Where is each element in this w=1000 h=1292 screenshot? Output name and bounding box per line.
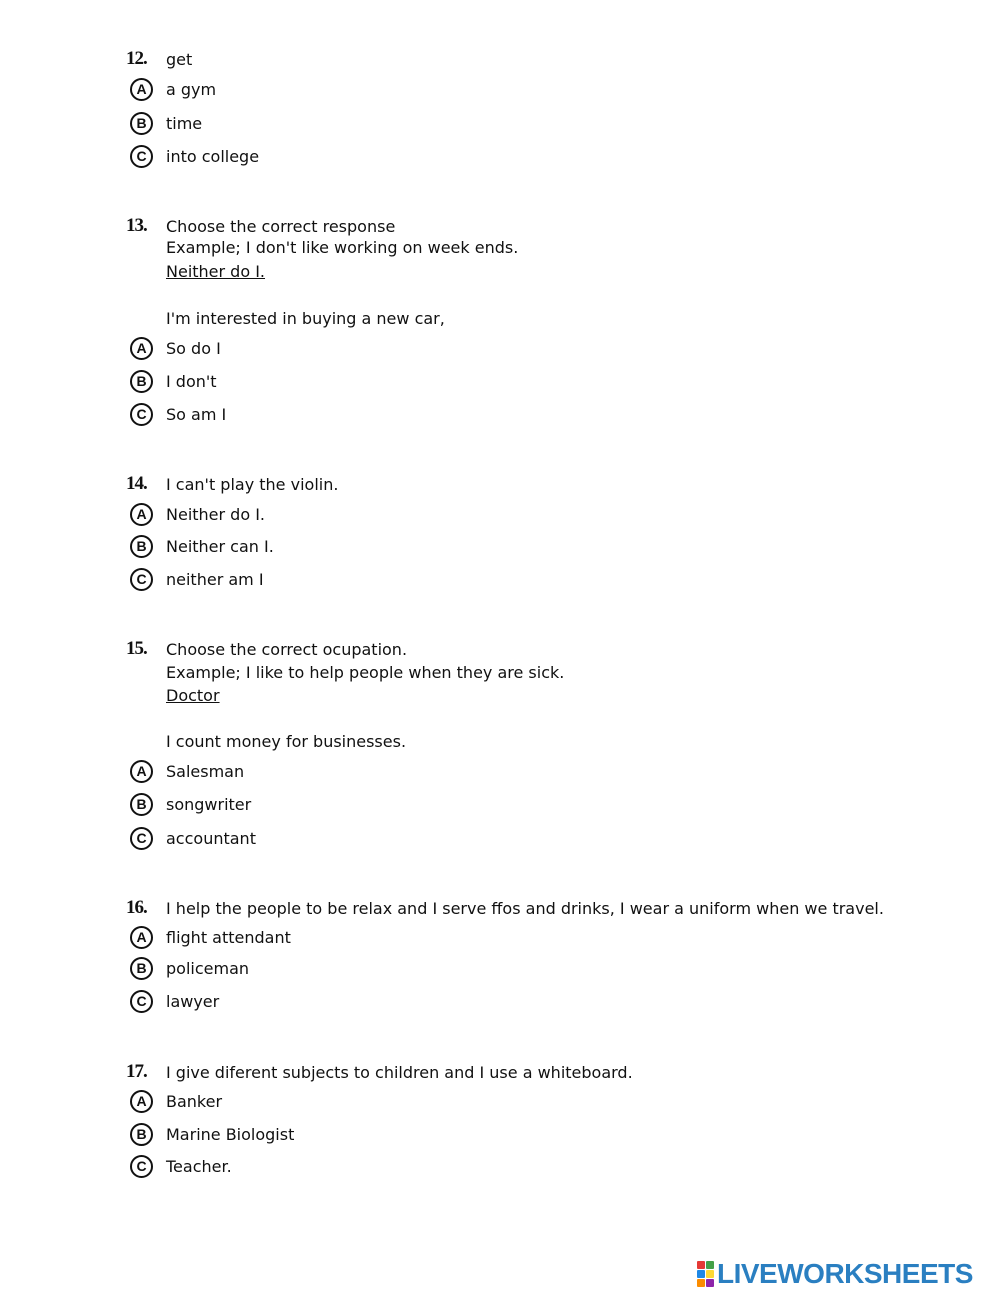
option-a[interactable] [130,76,216,102]
option-c[interactable] [130,143,259,169]
option-a[interactable] [130,335,221,361]
option-text: Banker [166,1091,223,1111]
option-text: Neither do I. [166,504,266,524]
option-c[interactable] [130,1153,232,1179]
option-letter: B [130,793,153,816]
option-text: a gym [166,79,217,99]
question-prompt: I can't play the violin. [166,475,339,494]
logo-block [706,1261,714,1269]
logo-block [697,1261,705,1269]
option-letter: C [130,827,153,850]
option-c[interactable] [130,988,219,1014]
question-prompt: Choose the correct ocupation. [166,640,408,659]
example-sentence: Example; I don't like working on week ends. [166,238,519,257]
option-b[interactable] [130,1121,294,1147]
option-b[interactable] [130,955,249,981]
option-text: Teacher. [166,1156,232,1176]
option-letter: A [130,760,153,783]
question-prompt: Choose the correct response [166,217,396,236]
question-statement: I'm interested in buying a new car, [166,309,445,328]
logo-block [706,1279,714,1287]
logo-blocks-icon [697,1261,714,1287]
option-text: into college [166,146,260,166]
option-b[interactable] [130,368,217,394]
option-letter: A [130,1090,153,1113]
example-answer: Doctor [166,686,220,705]
option-letter: C [130,403,153,426]
option-text: lawyer [166,991,220,1011]
option-letter: B [130,957,153,980]
question-number: 13. [126,215,147,236]
option-a[interactable] [130,924,291,950]
option-letter: B [130,112,153,135]
question-number: 17. [126,1061,147,1082]
question-number: 15. [126,638,147,659]
option-text: Neither can I. [166,536,274,556]
option-text: neither am I [166,569,264,589]
option-text: time [166,113,203,133]
option-text: Marine Biologist [166,1124,295,1144]
option-b[interactable] [130,791,251,817]
option-b[interactable] [130,533,274,559]
option-text: So do I [166,338,221,358]
logo-block [697,1279,705,1287]
option-letter: C [130,990,153,1013]
option-c[interactable] [130,566,264,592]
question-prompt: I help the people to be relax and I serve ffos and drinks, I wear a uniform when we travel. [166,899,884,918]
option-letter: A [130,337,153,360]
option-text: flight attendant [166,927,291,947]
question-number: 16. [126,897,147,918]
option-text: songwriter [166,794,252,814]
question-prompt: I give diferent subjects to children and I use a whiteboard. [166,1063,633,1082]
option-letter: A [130,78,153,101]
option-c[interactable] [130,401,226,427]
question-number: 14. [126,473,147,494]
option-c[interactable] [130,825,256,851]
option-letter: C [130,145,153,168]
question-statement: I count money for businesses. [166,732,407,751]
question-prompt: get [166,50,193,69]
option-b[interactable] [130,110,202,136]
question-number: 12. [126,48,147,69]
brand-name: LIVEWORKSHEETS [717,1258,973,1289]
example-answer: Neither do I. [166,262,266,281]
liveworksheets-logo [697,1258,973,1290]
option-letter: A [130,503,153,526]
option-a[interactable] [130,501,265,527]
option-text: Salesman [166,761,245,781]
example-sentence: Example; I like to help people when they are sick. [166,663,565,682]
option-letter: C [130,1155,153,1178]
option-a[interactable] [130,1088,222,1114]
option-letter: B [130,535,153,558]
option-text: policeman [166,958,250,978]
option-text: I don't [166,371,217,391]
option-text: So am I [166,404,227,424]
logo-block [706,1270,714,1278]
option-letter: B [130,370,153,393]
option-text: accountant [166,828,256,848]
logo-block [697,1270,705,1278]
option-letter: B [130,1123,153,1146]
option-letter: A [130,926,153,949]
option-letter: C [130,568,153,591]
option-a[interactable] [130,758,244,784]
